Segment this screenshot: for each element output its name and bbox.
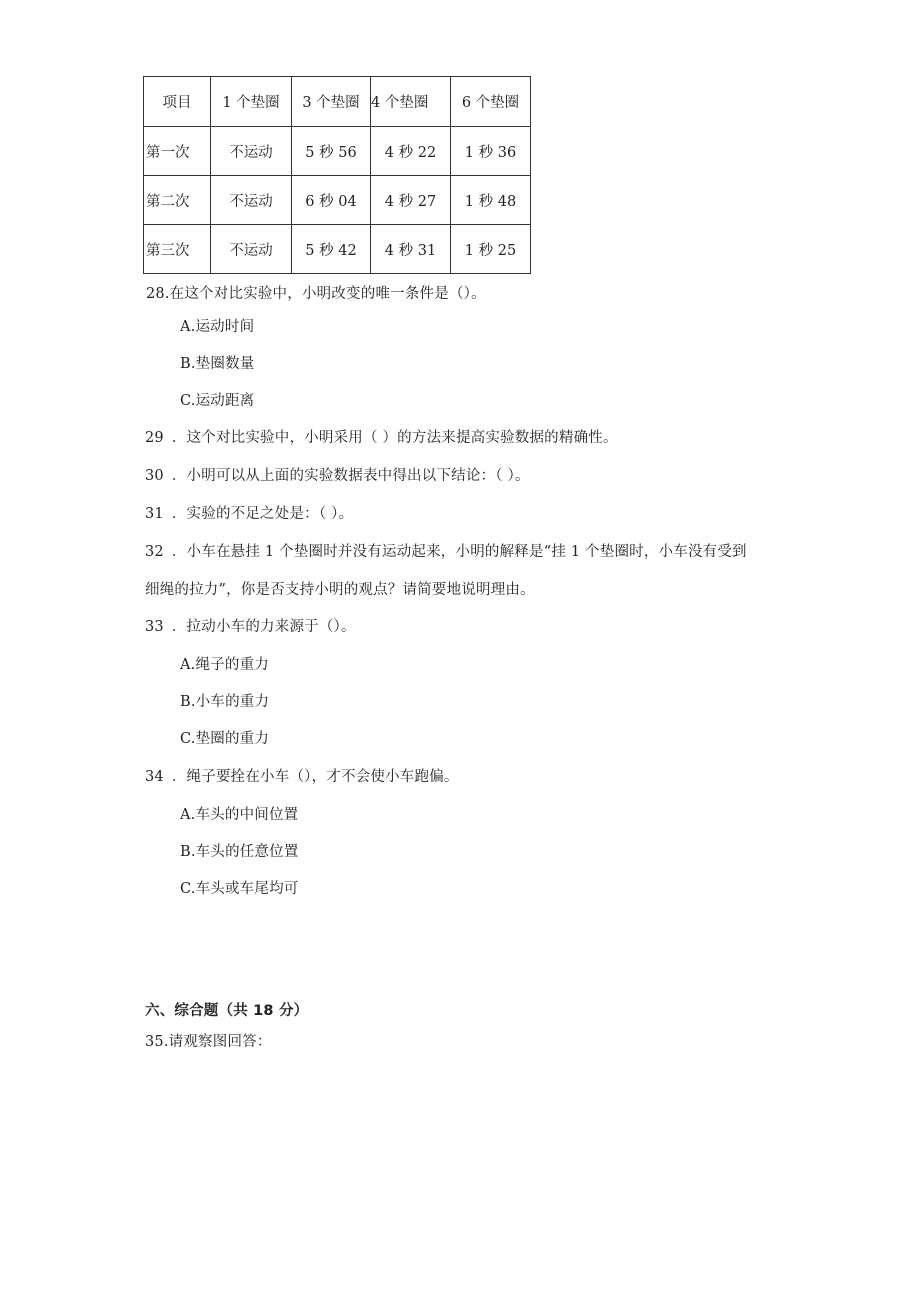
table-cell: 4 秒 22 — [371, 127, 451, 176]
question-text: ．小明可以从上面的实验数据表中得出以下结论：（ ）。 — [171, 468, 530, 484]
table-row — [144, 176, 531, 225]
section-heading: 六、综合题（共 18 分） — [145, 1003, 309, 1019]
table-cell: 第一次 — [144, 127, 211, 176]
question-number: 32 — [145, 544, 164, 560]
table-header-cell: 4 个垫圈 — [371, 77, 451, 127]
q34-option-c: C.车头或车尾均可 — [180, 881, 299, 897]
question-32 — [145, 540, 747, 561]
table-cell: 6 秒 04 — [292, 176, 371, 225]
table-header-row — [144, 77, 531, 127]
table-header-cell: 1 个垫圈 — [211, 77, 292, 127]
question-28: 28.在这个对比实验中，小明改变的唯一条件是（）。 — [146, 286, 486, 302]
q34-option-a: A.车头的中间位置 — [180, 807, 299, 823]
q34-option-b: B.车头的任意位置 — [180, 844, 299, 860]
table-cell: 5 秒 56 — [292, 127, 371, 176]
table-header-cell: 项目 — [144, 77, 211, 127]
experiment-data-table — [143, 76, 531, 274]
question-number: 30 — [145, 468, 164, 484]
question-29 — [145, 426, 618, 447]
table-cell: 4 秒 31 — [371, 225, 451, 274]
table-cell: 不运动 — [211, 225, 292, 274]
table-cell: 不运动 — [211, 127, 292, 176]
table-cell: 第三次 — [144, 225, 211, 274]
question-text: ．绳子要拴在小车（），才不会使小车跑偏。 — [171, 769, 459, 785]
question-31 — [145, 502, 353, 523]
q28-option-b: B.垫圈数量 — [180, 356, 255, 372]
table-cell: 1 秒 25 — [451, 225, 531, 274]
question-text: ．小车在悬挂 1 个垫圈时并没有运动起来，小明的解释是“挂 1 个垫圈时，小车没有受到 — [171, 544, 747, 560]
question-number: 33 — [145, 619, 164, 635]
table-row — [144, 127, 531, 176]
q33-option-b: B.小车的重力 — [180, 694, 270, 710]
table-cell: 不运动 — [211, 176, 292, 225]
q28-option-a: A.运动时间 — [180, 319, 255, 335]
table-cell: 1 秒 36 — [451, 127, 531, 176]
question-35: 35.请观察图回答： — [145, 1034, 272, 1050]
q33-option-c: C.垫圈的重力 — [180, 731, 270, 747]
question-text: ．实验的不足之处是：（ ）。 — [171, 506, 354, 522]
question-text: ．拉动小车的力来源于（）。 — [171, 619, 356, 635]
table-row — [144, 225, 531, 274]
table-cell: 4 秒 27 — [371, 176, 451, 225]
question-34 — [145, 765, 459, 786]
question-33 — [145, 615, 356, 636]
question-number: 29 — [145, 430, 164, 446]
table-cell: 第二次 — [144, 176, 211, 225]
table-header-cell: 3 个垫圈 — [292, 77, 371, 127]
table-cell: 1 秒 48 — [451, 176, 531, 225]
question-text: ．这个对比实验中，小明采用（ ）的方法来提高实验数据的精确性。 — [171, 430, 618, 446]
q28-option-c: C.运动距离 — [180, 393, 255, 409]
question-32-continued: 细绳的拉力”，你是否支持小明的观点？请简要地说明理由。 — [145, 582, 535, 598]
question-number: 34 — [145, 769, 164, 785]
question-30 — [145, 464, 530, 485]
q33-option-a: A.绳子的重力 — [180, 657, 269, 673]
table-header-cell: 6 个垫圈 — [451, 77, 531, 127]
question-number: 31 — [145, 506, 164, 522]
table-cell: 5 秒 42 — [292, 225, 371, 274]
